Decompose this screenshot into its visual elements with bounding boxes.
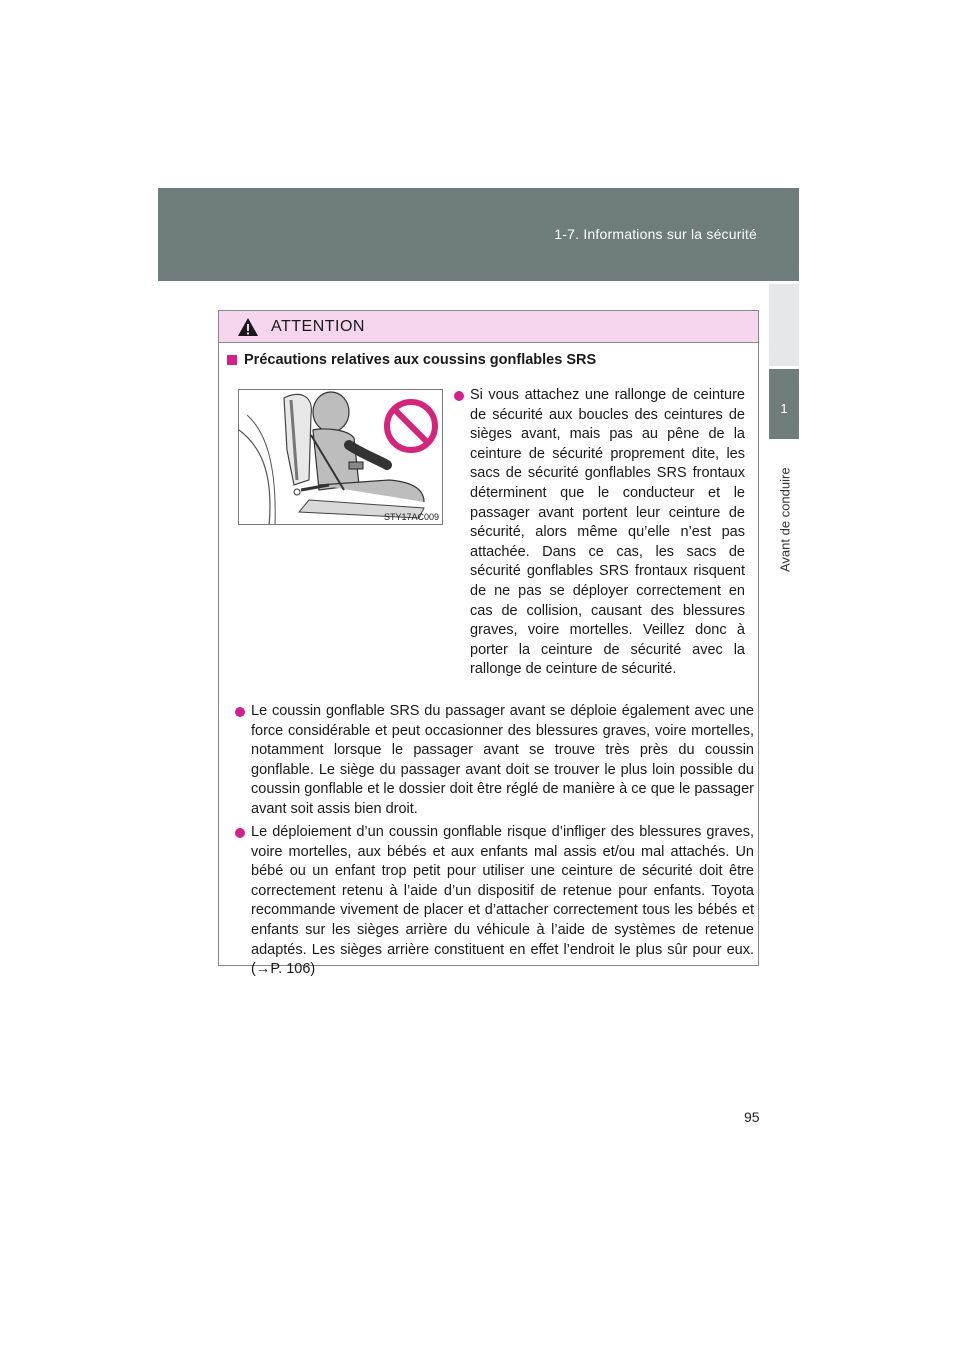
side-tab-spacer [769, 284, 799, 366]
prohibition-icon [387, 402, 435, 450]
section-header: 1-7. Informations sur la sécurité [554, 226, 757, 242]
bullet-item [251, 702, 754, 820]
warning-box [218, 310, 759, 978]
warning-triangle-icon [237, 317, 259, 337]
bullet-text: Le déploiement d’un coussin gonflable risque d’infliger des blessures graves, voire mortelles, aux bébés et aux enfants mal assis et/ou mal attachés. Un bébé ou un enfant trop petit pour utiliser une ceinture de sécurité doit être correctement retenu à l’aide d’un dispositif de retenue pour enfants. Toyota recommande vivement de placer et d’attacher correctement tous les bébés et enfants sur les sièges arrière du véhicule à l’aide de systèmes de retenue adaptés. Les sièges arrière constituent en effet l’endroit le plus sûr pour eux. (→P. 106) [251, 824, 754, 978]
warning-header [219, 311, 758, 343]
round-bullet-icon [454, 391, 464, 401]
bullet-text: Le coussin gonflable SRS du passager avant se déploie également avec une force considérable et peut occasionner des blessures graves, voire mortelles, notamment lorsque le passager avant se trouve très près du coussin gonflable. Le siège du passager avant doit se trouver le plus loin possible du coussin gonflable et le dossier doit être réglé de manière à ce que le passager avant soit assis bien droit. [251, 703, 754, 817]
figure-code: STY17AC009 [383, 512, 439, 522]
bullet-text: Si vous attachez une rallonge de ceinture de sécurité aux boucles des ceintures de sièges avant, mais pas au pêne de la ceinture de sécurité proprement dite, les sacs de sécurité gonflables SRS frontaux déterminent que le conducteur et le passager avant portent leur ceinture de sécurité, alors même qu’elle n’est pas attachée. Dans ce cas, les sacs de sécurité gonflables SRS frontaux risquent de ne pas se déployer correctement en cas de collision, causant des blessures graves, voire mortelles. Veillez donc à porter la ceinture de sécurité avec la rallonge de ceinture de sécurité. [470, 387, 745, 678]
side-tab-number: 1 [769, 369, 799, 439]
round-bullet-icon [235, 707, 245, 717]
section-title [227, 352, 596, 368]
warning-title: ATTENTION [271, 317, 365, 335]
header-band [158, 188, 799, 281]
bullet-item [470, 386, 745, 680]
side-tab-label-text: Avant de conduire [777, 467, 793, 573]
seatbelt-illustration [238, 389, 443, 525]
section-title-text: Précautions relatives aux coussins gonflables SRS [244, 352, 597, 368]
bullet-item [251, 823, 754, 980]
seated-passenger-drawing [239, 390, 443, 525]
side-tab-label [770, 460, 800, 580]
page-number: 95 [744, 1109, 760, 1125]
round-bullet-icon [235, 828, 245, 838]
square-bullet-icon [227, 355, 237, 365]
